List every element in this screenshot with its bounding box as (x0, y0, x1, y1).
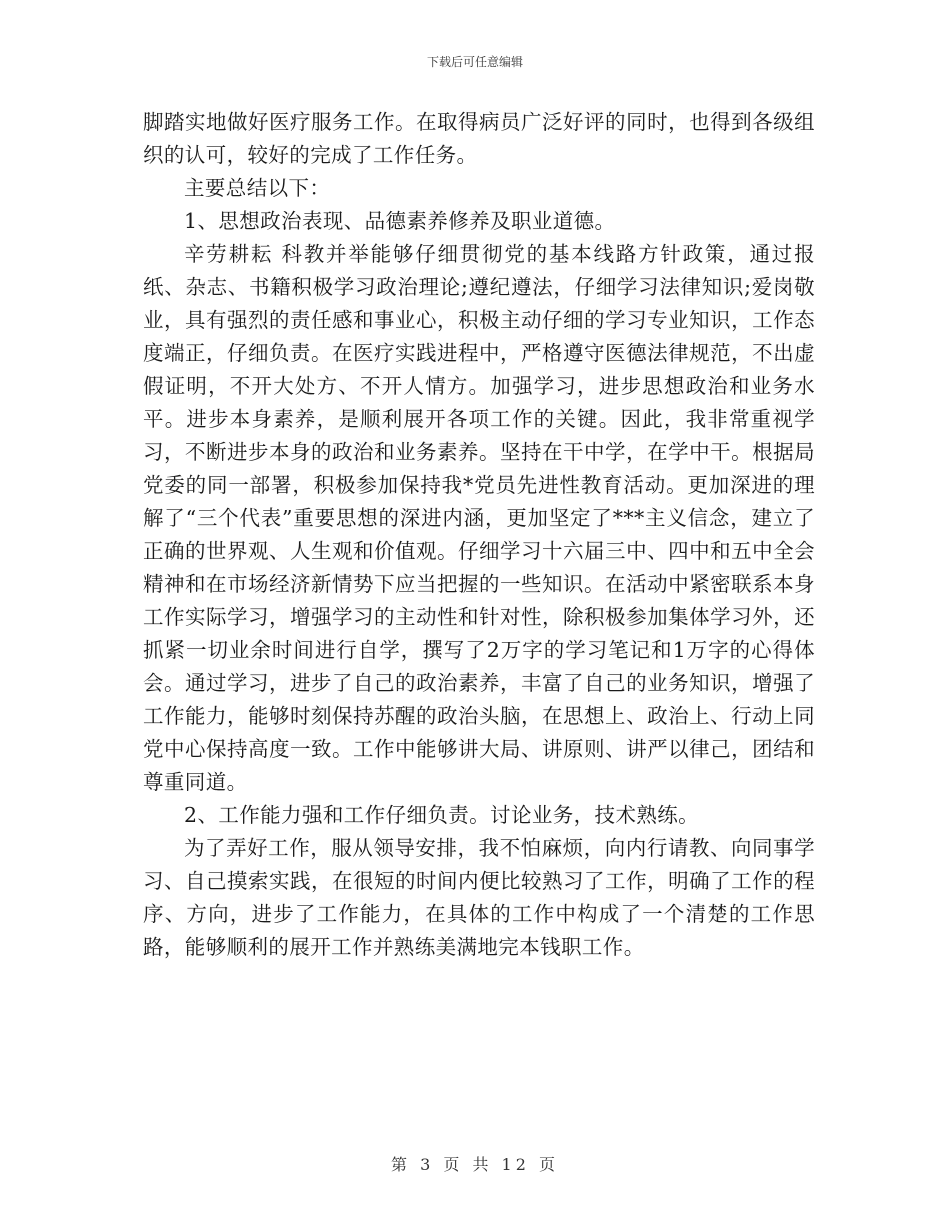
paragraph-section-1: 辛劳耕耘 科教并举能够仔细贯彻党的基本线路方针政策，通过报纸、杂志、书籍积极学习政治理论;遵纪遵法，仔细学习法律知识;爱岗敬业，具有强烈的责任感和事业心，积极主动仔细的学习专业知识，工作态度端正，仔细负责。在医疗实践进程中，严格遵守医德法律规范，不出虚假证明，不开大处方、不开人情方。加强学习，进步思想政治和业务水平。进步本身素养，是顺利展开各项工作的关键。因此，我非常重视学习，不断进步本身的政治和业务素养。坚持在干中学，在学中干。根据局党委的同一部署，积极参加保持我*党员先进性教育活动。更加深进的理解了“三个代表”重要思想的深进内涵，更加坚定了***主义信念，建立了正确的世界观、人生观和价值观。仔细学习十六届三中、四中和五中全会精神和在市场经济新情势下应当把握的一些知识。在活动中紧密联系本身工作实际学习，增强学习的主动性和针对性，除积极参加集体学习外，还抓紧一切业余时间进行自学，撰写了2万字的学习笔记和1万字的心得体会。通过学习，进步了自己的政治素养，丰富了自己的业务知识，增强了工作能力，能够时刻保持苏醒的政治头脑，在思想上、政治上、行动上同党中心保持高度一致。工作中能够讲大局、讲原则、讲严以律己，团结和尊重同道。 (143, 242, 815, 794)
paragraph-continuation: 脚踏实地做好医疗服务工作。在取得病员广泛好评的同时，也得到各级组织的认可，较好的完成了工作任务。 (143, 110, 815, 167)
page-number-footer: 第 3 页 共 12 页 (391, 1155, 559, 1174)
section-heading-2: 2、工作能力强和工作仔细负责。讨论业务，技术熟练。 (184, 803, 700, 827)
page-header-note: 下载后可任意编辑 (426, 55, 523, 69)
section-heading-1: 1、思想政治表现、品德素养修养及职业道德。 (184, 209, 616, 233)
paragraph-summary-intro: 主要总结以下： (184, 176, 331, 200)
document-body (143, 106, 815, 964)
paragraph-section-2: 为了弄好工作，服从领导安排，我不怕麻烦，向内行请教、向同事学习、自己摸索实践，在很短的时间内便比较熟习了工作，明确了工作的程序、方向，进步了工作能力，在具体的工作中构成了一个清楚的工作思路，能够顺利的展开工作并熟练美满地完本钱职工作。 (143, 836, 815, 959)
